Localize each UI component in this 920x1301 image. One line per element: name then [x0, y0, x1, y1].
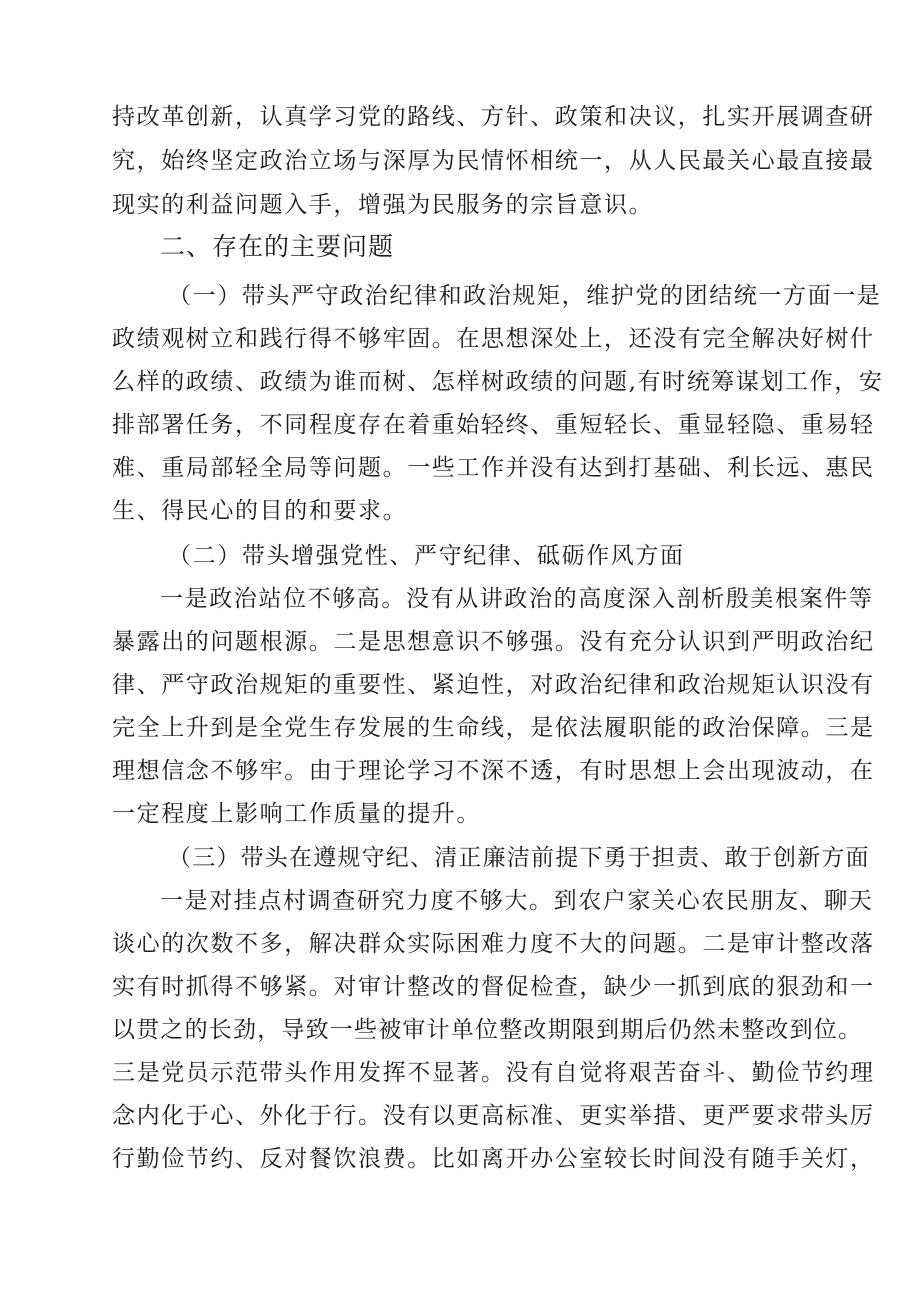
- paragraph-line: 谈心的次数不多，解决群众实际困难力度不大的问题。二是审计整改落: [112, 931, 875, 957]
- section-heading: 二、存在的主要问题: [160, 232, 395, 261]
- subsection-heading: （三）带头在遵规守纪、清正廉洁前提下勇于担责、敢于创新方面: [168, 845, 870, 871]
- paragraph-line: 完全上升到是全党生存发展的生命线，是依法履职能的政治保障。三是: [112, 715, 875, 741]
- paragraph-line: 生、得民心的目的和要求。: [112, 498, 408, 524]
- paragraph-line: 一是对挂点村调查研究力度不够大。到农户家关心农民朋友、聊天: [160, 888, 874, 914]
- paragraph-line: 理想信念不够牢。由于理论学习不深不透，有时思想上会出现波动，在: [112, 758, 875, 784]
- paragraph-line: 现实的利益问题入手，增强为民服务的宗旨意识。: [112, 192, 654, 218]
- paragraph-line: 以贯之的长劲，导致一些被审计单位整改期限到期后仍然未整改到位。: [112, 1017, 863, 1043]
- paragraph-line: 实有时抓得不够紧。对审计整改的督促检查，缺少一抓到底的狠劲和一: [112, 974, 875, 1000]
- paragraph-line: 念内化于心、外化于行。没有以更高标准、更实举措、更严要求带头厉: [112, 1103, 875, 1129]
- paragraph-line: 么样的政绩、政绩为谁而树、怎样树政绩的问题,有时统筹谋划工作，安: [112, 369, 884, 395]
- paragraph-line: 难、重局部轻全局等问题。一些工作并没有达到打基础、利长远、惠民: [112, 455, 875, 481]
- paragraph-line: 持改革创新，认真学习党的路线、方针、政策和决议，扎实开展调查研: [112, 104, 875, 130]
- paragraph-line: 一定程度上影响工作质量的提升。: [112, 801, 481, 827]
- subsection-heading: （一）带头严守政治纪律和政治规矩，维护党的团结统一方面一是: [168, 283, 882, 309]
- paragraph-line: 行勤俭节约、反对餐饮浪费。比如离开办公室较长时间没有随手关灯，: [112, 1146, 875, 1172]
- paragraph-line: 律、严守政治规矩的重要性、紧迫性，对政治纪律和政治规矩认识没有: [112, 672, 875, 698]
- paragraph-line: 暴露出的问题根源。二是思想意识不够强。没有充分认识到严明政治纪: [112, 629, 875, 655]
- paragraph-line: 三是党员示范带头作用发挥不显著。没有自觉将艰苦奋斗、勤俭节约理: [112, 1060, 875, 1086]
- subsection-heading: （二）带头增强党性、严守纪律、砥砺作风方面: [168, 543, 685, 569]
- paragraph-line: 政绩观树立和践行得不够牢固。在思想深处上，还没有完全解决好树什: [112, 326, 875, 352]
- paragraph-line: 排部署任务，不同程度存在着重始轻终、重短轻长、重显轻隐、重易轻: [112, 412, 875, 438]
- paragraph-line: 究，始终坚定政治立场与深厚为民情怀相统一，从人民最关心最直接最: [112, 148, 875, 174]
- paragraph-line: 一是政治站位不够高。没有从讲政治的高度深入剖析殷美根案件等: [160, 586, 874, 612]
